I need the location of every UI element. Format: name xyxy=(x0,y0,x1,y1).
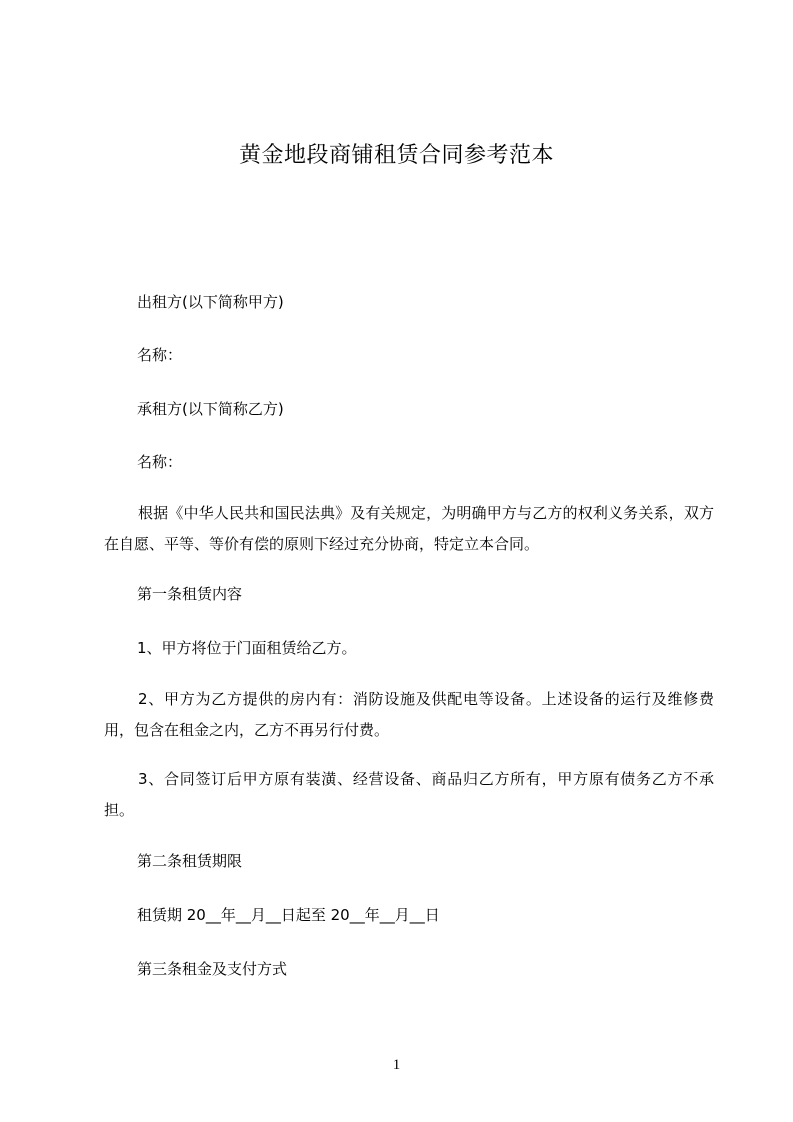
document-title: 黄金地段商铺租赁合同参考范本 xyxy=(238,143,554,168)
article1-heading: 第一条租赁内容 xyxy=(137,585,243,603)
lessee-name-label: 名称： xyxy=(137,453,183,471)
article1-item3: 3、合同签订后甲方原有装潢、经营设备、商品归乙方所有，甲方原有债务乙方不承担。 xyxy=(104,770,714,819)
lessor-name-label: 名称： xyxy=(137,346,183,364)
article3-heading: 第三条租金及支付方式 xyxy=(137,960,288,978)
lessee-heading: 承租方(以下简称乙方) xyxy=(137,400,284,418)
article2-term: 租赁期 20__年__月__日起至 20__年__月__日 xyxy=(137,906,440,924)
article2-heading: 第二条租赁期限 xyxy=(137,852,243,870)
article1-item1: 1、甲方将位于门面租赁给乙方。 xyxy=(137,639,357,657)
page-number: 1 xyxy=(392,1057,401,1073)
article1-item2: 2、甲方为乙方提供的房内有：消防设施及供配电等设备。上述设备的运行及维修费用，包含在租金之内，乙方不再另行付费。 xyxy=(104,690,714,739)
lessor-heading: 出租方(以下简称甲方) xyxy=(137,293,284,311)
preamble-paragraph: 根据《中华人民共和国民法典》及有关规定，为明确甲方与乙方的权利义务关系，双方在自愿、平等、等价有偿的原则下经过充分协商，特定立本合同。 xyxy=(104,504,714,553)
